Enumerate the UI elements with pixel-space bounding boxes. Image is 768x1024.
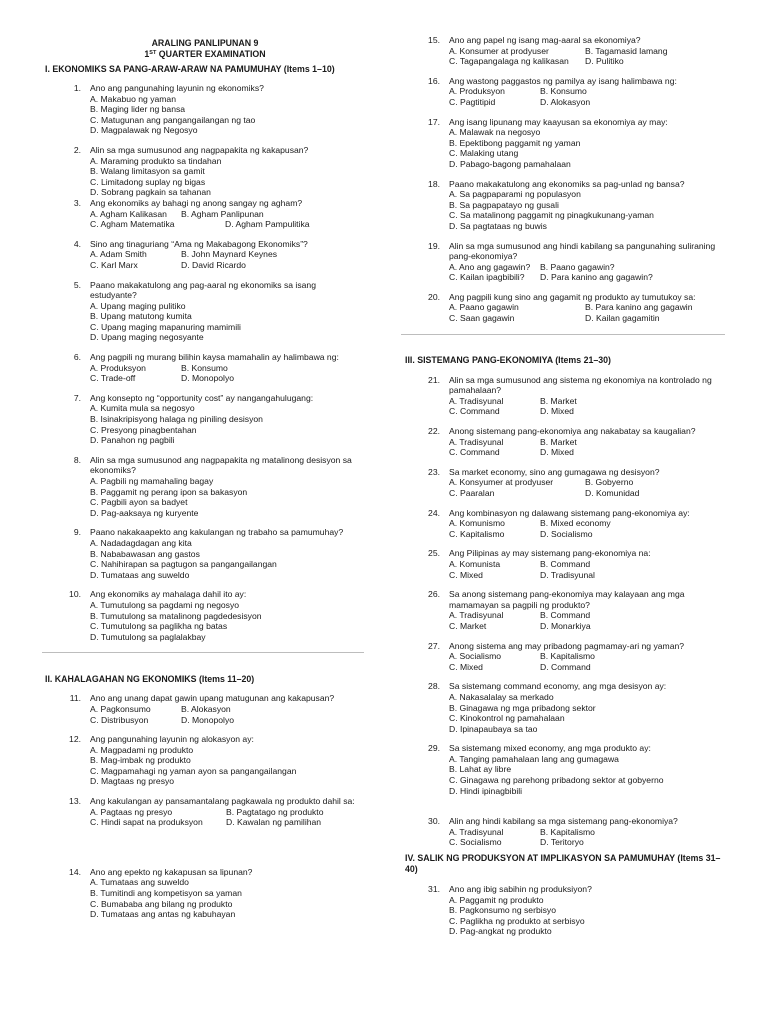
- option-c: C. Tumutulong sa paglikha ng batas: [90, 621, 228, 632]
- question-21: [405, 375, 725, 417]
- question-8: [46, 455, 364, 519]
- question-stem: Ang wastong paggastos ng pamilya ay isang halimbawa ng:: [449, 75, 677, 86]
- option-c: C. Pagbili ayon sa badyet: [90, 497, 188, 508]
- option-b: B. Gobyerno: [585, 477, 634, 488]
- option-a: A. Adam Smith: [90, 249, 147, 260]
- question-number: 2.: [73, 144, 81, 155]
- question-stem: Ano ang ibig sabihin ng produksiyon?: [449, 884, 592, 895]
- option-d: D. Tumutulong sa paglalakbay: [90, 631, 206, 642]
- option-a: A. Pagbili ng mamahaling bagay: [90, 476, 214, 486]
- option-b: B. Sa pagpapatayo ng gusali: [449, 199, 559, 210]
- exam-quarter-title: [46, 49, 364, 60]
- option-b: B. Walang limitasyon sa gamit: [90, 166, 205, 177]
- option-a: A. Komunismo: [449, 518, 505, 529]
- question-stem: Paano nakakaapekto ang kakulangan ng trabaho sa pamumuhay?: [90, 527, 344, 538]
- option-d: D. Monopolyo: [181, 714, 235, 725]
- option-a: A. Konsyumer at prodyuser: [449, 477, 554, 488]
- question-number: 21.: [428, 374, 440, 385]
- option-b: B. Market: [540, 436, 577, 447]
- option-c: C. Upang maging mapanuring mamimili: [90, 321, 241, 332]
- option-b: B. Nababawasan ang gastos: [90, 548, 200, 559]
- option-c: C. Bumababa ang bilang ng produkto: [90, 898, 233, 909]
- question-number: 10.: [69, 589, 81, 600]
- question-number: 25.: [428, 548, 440, 559]
- option-c: C. Ginagawa ng parehong pribadong sektor at gobyerno: [449, 775, 664, 786]
- question-stem: Ang konsepto ng “opportunity cost” ay nangangahulugang:: [90, 392, 314, 403]
- option-c: C. Kailan ipagbibili?: [449, 272, 525, 283]
- option-a: A. Komunista: [449, 558, 501, 569]
- option-a: A. Paggamit ng produkto: [449, 894, 544, 905]
- question-stem: Ano ang pangunahing layunin ng ekonomiks?: [90, 83, 264, 93]
- question-stem: Alin sa mga sumusunod ang nagpapakita ng kakapusan?: [90, 144, 309, 155]
- option-d: D. Hindi ipinagbibili: [449, 785, 523, 796]
- question-number: 27.: [428, 640, 440, 651]
- option-c: C. Mixed: [449, 661, 483, 672]
- question-stem: Sino ang tinaguriang “Ama ng Makabagong Ekonomiks”?: [90, 238, 308, 249]
- option-b: B. Kapitalismo: [540, 826, 595, 837]
- question-stem: Alin sa mga sumusunod ang nagpapakita ng matalinong desisyon sa ekonomiks?: [90, 454, 352, 476]
- question-number: 13.: [69, 796, 81, 807]
- option-c: C. Mixed: [449, 569, 483, 580]
- option-b: B. Konsumo: [540, 86, 587, 97]
- option-c: C. Matugunan ang pangangailangan ng tao: [90, 114, 256, 125]
- question-number: 16.: [428, 75, 440, 86]
- section-heading-4: IV. SALIK NG PRODUKSYON AT IMPLIKASYON SA PAMUMUHAY (Items 31–40): [405, 853, 721, 875]
- question-number: 9.: [73, 527, 81, 538]
- option-d: D. Agham Pampulitika: [225, 219, 310, 230]
- question-19: [405, 241, 725, 283]
- option-d: D. Mixed: [540, 406, 574, 417]
- question-stem: Ang isang lipunang may kaayusan sa ekonomiya ay may:: [449, 116, 668, 127]
- question-stem: Anong sistema ang may pribadong pagmamay-ari ng yaman?: [449, 640, 685, 651]
- option-c: C. Limitadong suplay ng bigas: [90, 176, 206, 187]
- option-a: A. Malawak na negosyo: [449, 127, 541, 138]
- question-number: 4.: [73, 238, 81, 249]
- question-number: 11.: [69, 693, 81, 704]
- option-a: A. Sa pagpaparami ng populasyon: [449, 189, 581, 200]
- option-a: A. Produksyon: [90, 362, 146, 373]
- question-number: 18.: [428, 178, 440, 189]
- option-a: A. Nakasalalay sa merkado: [449, 691, 554, 702]
- option-a: A. Socialismo: [449, 651, 502, 662]
- question-stem: Alin ang hindi kabilang sa mga sistemang pang-ekonomiya?: [449, 816, 678, 827]
- option-d: D. Pabago-bagong pamahalaan: [449, 158, 571, 169]
- option-c: C. Command: [449, 406, 500, 417]
- option-d: D. Pag-aaksaya ng kuryente: [90, 507, 199, 518]
- question-number: 22.: [428, 426, 440, 437]
- question-17: [405, 117, 725, 170]
- question-stem: Sa sistemang command economy, ang mga desisyon ay:: [449, 681, 667, 692]
- left-column: [46, 0, 364, 920]
- question-18: [405, 179, 725, 232]
- option-a: A. Upang maging pulitiko: [90, 300, 186, 311]
- option-b: B. Pagtatago ng produkto: [226, 806, 324, 817]
- option-a: A. Magpadami ng produkto: [90, 744, 194, 755]
- option-b: B. Para kanino ang gagawin: [585, 302, 693, 313]
- option-c: C. Sa matalinong paggamit ng pinagkukunang-yaman: [449, 210, 654, 221]
- option-c: C. Distribusyon: [90, 714, 149, 725]
- question-stem: Alin sa mga sumusunod ang hindi kabilang sa pangunahing suliraning pang-ekonomiya?: [449, 240, 716, 262]
- option-a: A. Pagtaas ng presyo: [90, 806, 173, 817]
- question-stem: Ang Pilipinas ay may sistemang pang-ekonomiya na:: [449, 548, 651, 559]
- question-1: [46, 83, 364, 136]
- question-9: [46, 527, 364, 580]
- question-number: 7.: [73, 392, 81, 403]
- option-b: B. Command: [540, 610, 591, 621]
- question-number: 31.: [428, 884, 440, 895]
- question-22: [405, 426, 725, 458]
- option-c: C. Saan gagawin: [449, 313, 515, 324]
- option-c: C. Socialismo: [449, 837, 502, 848]
- option-b: B. Agham Panlipunan: [181, 208, 264, 219]
- question-3: [46, 198, 364, 230]
- option-a: A. Kumita mula sa negosyo: [90, 403, 195, 414]
- question-stem: Ang ekonomiks ay bahagi ng anong sangay ng agham?: [90, 197, 303, 208]
- option-b: B. Tumitindi ang kompetisyon sa yaman: [90, 888, 242, 899]
- option-d: D. Upang maging negosyante: [90, 332, 204, 343]
- option-d: D. Panahon ng pagbili: [90, 435, 175, 446]
- option-d: D. Kailan gagamitin: [585, 313, 660, 324]
- option-c: C. Karl Marx: [90, 259, 138, 270]
- option-c: C. Command: [449, 447, 500, 458]
- quarter-label: QUARTER EXAMINATION: [156, 48, 266, 59]
- section-divider: [401, 334, 725, 335]
- question-11: [46, 693, 364, 725]
- question-stem: Ang kombinasyon ng dalawang sistemang pang-ekonomiya ay:: [449, 507, 690, 518]
- option-b: B. Market: [540, 395, 577, 406]
- question-number: 20.: [428, 291, 440, 302]
- option-d: D. Para kanino ang gagawin?: [540, 272, 653, 283]
- option-d: D. Tumataas ang suweldo: [90, 569, 190, 580]
- option-a: A. Produksyon: [449, 86, 505, 97]
- question-23: [405, 467, 725, 499]
- option-b: B. Ginagawa ng mga pribadong sektor: [449, 702, 596, 713]
- quarter-number: 1: [144, 48, 150, 59]
- option-b: B. Tagamasid lamang: [585, 45, 668, 56]
- option-b: B. Mag-imbak ng produkto: [90, 755, 191, 766]
- option-b: B. Paggamit ng perang ipon sa bakasyon: [90, 486, 248, 497]
- option-b: B. Kapitalismo: [540, 651, 595, 662]
- option-c: C. Kapitalismo: [449, 528, 505, 539]
- option-d: D. Monarkiya: [540, 620, 591, 631]
- option-c: C. Paaralan: [449, 488, 495, 498]
- question-number: 12.: [69, 734, 81, 745]
- option-c: C. Tagapangalaga ng kalikasan: [449, 56, 569, 67]
- question-10: [46, 589, 364, 642]
- option-b: B. Command: [540, 558, 591, 569]
- question-6: [46, 352, 364, 384]
- option-a: A. Konsumer at prodyuser: [449, 45, 549, 56]
- option-c: C. Nahihirapan sa pagtugon sa pangangailangan: [90, 559, 277, 570]
- option-b: B. John Maynard Keynes: [181, 249, 278, 260]
- question-12: [46, 734, 364, 787]
- question-number: 30.: [428, 816, 440, 827]
- option-d: D. Kawalan ng pamilihan: [226, 817, 322, 828]
- option-c: C. Kinokontrol ng pamahalaan: [449, 713, 565, 724]
- option-b: B. Alokasyon: [181, 703, 231, 714]
- option-b: B. Epektibong paggamit ng yaman: [449, 137, 581, 148]
- question-stem: Ang pagpili ng murang bilihin kaysa mamahalin ay halimbawa ng:: [90, 352, 339, 363]
- option-a: A. Pagkonsumo: [90, 703, 151, 714]
- option-d: D. Magpalawak ng Negosyo: [90, 125, 198, 136]
- question-2: [46, 145, 364, 198]
- option-a: A. Tradisyunal: [449, 610, 504, 621]
- question-30: [405, 816, 725, 848]
- question-29: [405, 743, 725, 796]
- option-d: D. Komunidad: [585, 488, 640, 498]
- question-number: 26.: [428, 589, 440, 600]
- question-number: 23.: [428, 466, 440, 477]
- option-d: D. Pag-angkat ng produkto: [449, 926, 552, 937]
- option-a: A. Paano gagawin: [449, 302, 519, 313]
- question-14: [46, 867, 364, 920]
- question-31: [405, 884, 725, 937]
- option-a: A. Tradisyunal: [449, 826, 504, 837]
- question-stem: Sa sistemang mixed economy, ang mga produkto ay:: [449, 743, 651, 754]
- option-a: A. Agham Kalikasan: [90, 208, 167, 219]
- option-d: D. Magtaas ng presyo: [90, 776, 175, 787]
- question-24: [405, 508, 725, 540]
- option-a: A. Tanging pamahalaan lang ang gumagawa: [449, 753, 619, 764]
- question-stem: Paano makakatulong ang pag-aaral ng ekonomiks sa isang estudyante?: [90, 279, 316, 301]
- question-stem: Paano makakatulong ang ekonomiks sa pag-unlad ng bansa?: [449, 178, 685, 189]
- question-5: [46, 280, 364, 344]
- section-divider: [42, 652, 364, 653]
- question-20: [405, 292, 725, 324]
- section-heading-1: I. EKONOMIKS SA PANG-ARAW-ARAW NA PAMUMUHAY (Items 1–10): [45, 64, 335, 74]
- option-b: B. Paano gagawin?: [540, 261, 615, 272]
- option-b: B. Isinakripisyong halaga ng piniling desisyon: [90, 414, 263, 425]
- exam-subject-title: ARALING PANLIPUNAN 9: [151, 38, 259, 48]
- option-b: B. Tumutulong sa matalinong pagdedesisyon: [90, 610, 262, 621]
- option-b: B. Upang matutong kumita: [90, 311, 192, 322]
- question-16: [405, 76, 725, 108]
- option-d: D. Monopolyo: [181, 373, 235, 384]
- option-d: D. Alokasyon: [540, 96, 591, 107]
- option-c: C. Presyong pinagbentahan: [90, 424, 197, 435]
- question-26: [405, 589, 725, 631]
- question-7: [46, 393, 364, 446]
- option-a: A. Ano ang gagawin?: [449, 261, 531, 272]
- question-28: [405, 681, 725, 734]
- option-d: D. Ipinapaubaya sa tao: [449, 723, 538, 734]
- question-number: 19.: [428, 240, 440, 251]
- option-d: D. Pulitiko: [585, 56, 624, 67]
- question-number: 17.: [428, 116, 440, 127]
- question-number: 29.: [428, 743, 440, 754]
- option-c: C. Paglikha ng produkto at serbisyo: [449, 915, 585, 926]
- option-d: D. Tumataas ang antas ng kabuhayan: [90, 909, 236, 920]
- option-c: C. Agham Matematika: [90, 219, 175, 230]
- option-d: D. Tradisyunal: [540, 569, 595, 580]
- question-number: 8.: [73, 454, 81, 465]
- question-number: 24.: [428, 507, 440, 518]
- option-d: D. Sa pagtataas ng buwis: [449, 220, 547, 231]
- question-stem: Ang pangunahing layunin ng alokasyon ay:: [90, 734, 254, 745]
- option-c: C. Hindi sapat na produksyon: [90, 817, 203, 828]
- question-stem: Ang ekonomiks ay mahalaga dahil ito ay:: [90, 589, 247, 600]
- option-a: A. Tradisyunal: [449, 436, 504, 447]
- question-number: 14.: [69, 866, 81, 877]
- question-15: [405, 35, 725, 67]
- option-b: B. Lahat ay libre: [449, 764, 512, 775]
- question-4: [46, 239, 364, 271]
- question-number: 6.: [73, 352, 81, 363]
- option-d: D. Command: [540, 661, 591, 672]
- option-c: C. Trade-off: [90, 373, 136, 384]
- question-stem: Ano ang papel ng isang mag-aaral sa ekonomiya?: [449, 35, 641, 45]
- question-number: 28.: [428, 681, 440, 692]
- question-25: [405, 548, 725, 580]
- option-b: B. Pagkonsumo ng serbisyo: [449, 905, 557, 916]
- option-c: C. Malaking utang: [449, 148, 519, 159]
- option-b: B. Konsumo: [181, 362, 228, 373]
- option-d: D. Socialismo: [540, 528, 593, 539]
- right-column: [405, 0, 725, 937]
- option-c: C. Magpamahagi ng yaman ayon sa pangangailangan: [90, 765, 297, 776]
- option-b: B. Mixed economy: [540, 518, 611, 529]
- quarter-ordinal: ST: [149, 49, 157, 56]
- section-heading-3: III. SISTEMANG PANG-EKONOMIYA (Items 21–30): [405, 354, 611, 365]
- question-stem: Alin sa mga sumusunod ang sistema ng ekonomiya na kontrolado ng pamahalaan?: [449, 374, 712, 396]
- option-c: C. Market: [449, 620, 487, 631]
- question-stem: Ano ang unang dapat gawin upang matugunan ang kakapusan?: [90, 693, 335, 704]
- option-d: D. Teritoryo: [540, 837, 584, 848]
- option-a: A. Tumataas ang suweldo: [90, 877, 189, 888]
- option-a: A. Maraming produkto sa tindahan: [90, 155, 222, 166]
- question-stem: Sa anong sistemang pang-ekonomiya may kalayaan ang mga mamamayan sa pagpili ng produkto?: [449, 589, 685, 610]
- question-stem: Ang pagpili kung sino ang gagamit ng produkto ay tumutukoy sa:: [449, 291, 696, 302]
- section-heading-2: II. KAHALAGAHAN NG EKONOMIKS (Items 11–20): [45, 674, 255, 685]
- question-stem: Ang kakulangan ay pansamantalang pagkawala ng produkto dahil sa:: [90, 796, 355, 807]
- question-number: 3.: [73, 197, 81, 208]
- option-d: D. David Ricardo: [181, 259, 246, 270]
- option-d: D. Sobrang pagkain sa tahanan: [90, 187, 211, 198]
- question-13: [46, 796, 364, 828]
- option-b: B. Maging lider ng bansa: [90, 104, 186, 115]
- option-a: A. Tradisyunal: [449, 395, 504, 406]
- option-c: C. Pagtitipid: [449, 96, 496, 107]
- option-d: D. Mixed: [540, 447, 574, 458]
- question-number: 15.: [428, 35, 440, 45]
- option-a: A. Nadadagdagan ang kita: [90, 537, 192, 548]
- question-stem: Ano ang epekto ng kakapusan sa lipunan?: [90, 866, 253, 877]
- question-number: 5.: [73, 279, 81, 290]
- question-stem: Sa market economy, sino ang gumagawa ng desisyon?: [449, 466, 660, 477]
- question-27: [405, 641, 725, 673]
- option-a: A. Makabuo ng yaman: [90, 93, 176, 104]
- option-a: A. Tumutulong sa pagdami ng negosyo: [90, 599, 240, 610]
- question-number: 1.: [73, 83, 81, 93]
- question-stem: Anong sistemang pang-ekonomiya ang nakabatay sa kaugalian?: [449, 426, 696, 437]
